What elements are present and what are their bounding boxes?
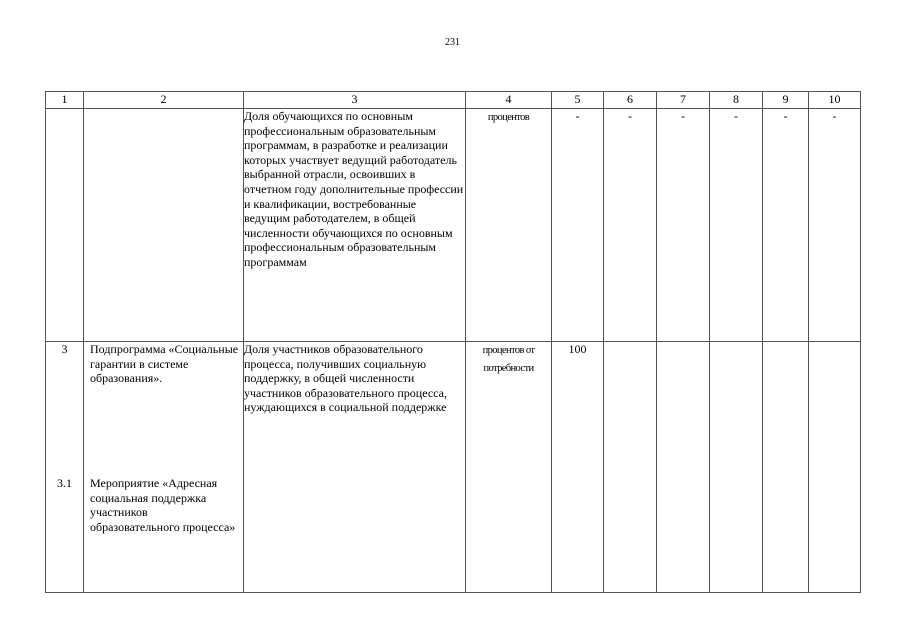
header-col-6: 6 bbox=[604, 92, 657, 109]
row1-value-7: - bbox=[657, 109, 710, 342]
row2-value-6 bbox=[604, 342, 657, 593]
header-row bbox=[46, 92, 861, 109]
row2-value-5: 100 bbox=[552, 342, 604, 593]
row1-value-10: - bbox=[809, 109, 861, 342]
header-col-8: 8 bbox=[710, 92, 763, 109]
header-col-3: 3 bbox=[244, 92, 466, 109]
row1-value-6: - bbox=[604, 109, 657, 342]
header-col-7: 7 bbox=[657, 92, 710, 109]
table-row bbox=[46, 342, 861, 593]
header-col-9: 9 bbox=[763, 92, 809, 109]
row2-unit: процентов от потребности bbox=[466, 342, 552, 593]
row1-value-5: - bbox=[552, 109, 604, 342]
row2-program-sub: Мероприятие «Адресная социальная поддержка участников образовательного процесса» bbox=[90, 476, 236, 534]
row2-index-sub: 3.1 bbox=[57, 476, 72, 490]
row1-index bbox=[46, 109, 84, 342]
document-table bbox=[45, 91, 861, 593]
row1-unit: процентов bbox=[466, 109, 552, 342]
header-col-1: 1 bbox=[46, 92, 84, 109]
row2-value-10 bbox=[809, 342, 861, 593]
row2-value-9 bbox=[763, 342, 809, 593]
row1-indicator: Доля обучающихся по основным профессиональным образовательным программам, в разработке и реализации которых участвует ведущий работодатель выбранной отрасли, освоивших в отчетном году дополнительные профессии и квалификации, востребованные ведущим работодателем, в общей численности обучающихся по основным профессиональным образовательным программам bbox=[244, 109, 466, 342]
header-col-4: 4 bbox=[466, 92, 552, 109]
row2-value-8 bbox=[710, 342, 763, 593]
row2-index-cell bbox=[46, 342, 84, 593]
table-row bbox=[46, 109, 861, 342]
row2-index-main: 3 bbox=[61, 342, 68, 356]
header-col-2: 2 bbox=[84, 92, 244, 109]
row2-program-cell bbox=[84, 342, 244, 593]
row1-value-9: - bbox=[763, 109, 809, 342]
header-col-10: 10 bbox=[809, 92, 861, 109]
row1-value-8: - bbox=[710, 109, 763, 342]
page-number: 231 bbox=[445, 37, 460, 48]
row1-program bbox=[84, 109, 244, 342]
row2-value-7 bbox=[657, 342, 710, 593]
header-col-5: 5 bbox=[552, 92, 604, 109]
row2-program-main: Подпрограмма «Социальные гарантии в системе образования». bbox=[90, 342, 239, 386]
row2-indicator: Доля участников образовательного процесса, получивших социальную поддержку, в общей численности участников образовательного процесса, нуждающихся в социальной поддержке bbox=[244, 342, 466, 593]
